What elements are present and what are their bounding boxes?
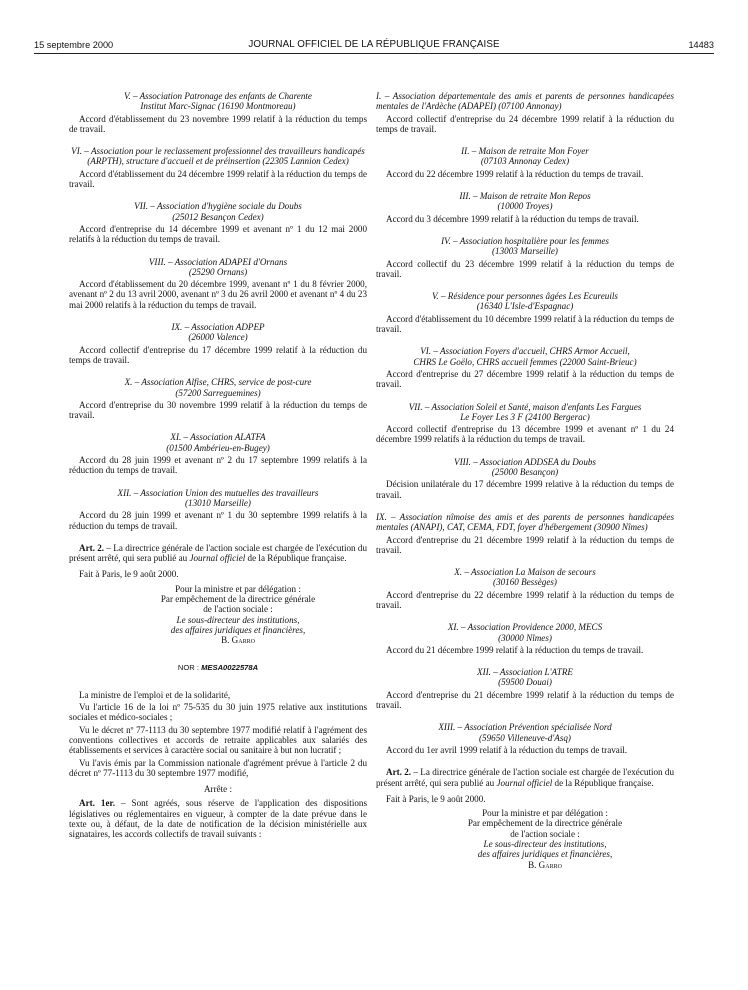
right-art2-text: – La directrice générale de l'action sociale est chargée de l'exécution du présent arrêté, qui sera publié au [376,767,675,788]
right-entry [376,346,674,389]
right-article-2 [376,767,674,788]
preamble-0: La ministre de l'emploi et de la solidarité, [79,689,231,700]
left-sig-line1: Pour la ministre et par délégation : Par empêchement de la directrice générale de l'action sociale : [160,583,316,615]
left-sig-line2: Le sous-directeur des institutions, des affaires juridiques et financières, [170,614,306,635]
left-entry [69,201,367,244]
right-entry-body: Accord collectif d'entreprise du 13 décembre 1999 et avenant nº 1 du 24 décembre 1999 relatifs à la réduction du temps de travail. [376,424,674,445]
left-art2-text: – La directrice générale de l'action sociale est chargée de l'exécution du présent arrêté, qui sera publié au [69,542,368,564]
right-entries [376,91,674,755]
page-header [34,37,714,54]
left-column [69,91,367,842]
right-art2-journal: Journal officiel [496,777,553,788]
article-1 [69,798,367,839]
right-entry [376,91,674,134]
right-entry-title: IV. – Association hospitalière pour les femmes (13003 Marseille) [441,235,609,257]
right-entry-title: I. – Association départementale des amis et parents de personnes handicapées mentales de l'Ardèche (ADAPEI) (07100 Annonay) [376,91,674,112]
right-entry-title: III. – Maison de retraite Mon Repos (10000 Troyes) [459,191,591,212]
preamble-2: Vu le décret nº 77-1113 du 30 septembre 1977 modifié relatif à l'agrément des conventions collectives et accords de retraite applicables aux salariés des établissements et services à caractère social ou sanitaire à but non lucratif ; [69,724,367,756]
right-entry-title: II. – Maison de retraite Mon Foyer (07103 Annonay Cedex) [461,146,589,167]
left-entry-body: Accord d'établissement du 24 décembre 1999 relatif à la réduction du temps de travail. [69,168,367,190]
right-entry-body: Accord du 21 décembre 1999 relatif à la réduction du temps de travail. [386,644,644,655]
left-entry-body: Accord collectif d'entreprise du 17 décembre 1999 relatif à la réduction du temps de travail. [69,344,367,365]
left-entry [69,257,367,310]
left-entry [69,432,367,475]
header-page-number: 14483 [688,40,714,50]
right-entry-title: VII. – Association Soleil et Santé, maison d'enfants Les Fargues Le Foyer Les 3 F (24100 Bergerac) [408,401,642,422]
left-entry-body: Accord d'établissement du 20 décembre 1999, avenant nº 1 du 8 février 2000, avenant nº 2 du 13 avril 2000, avenant nº 3 du 26 avril 2000 et avenant nº 4 du 23 mai 2000 relatifs à la réduction du temps de travail. [69,279,367,310]
left-art2-end: de la République française. [245,553,347,564]
right-entry-body: Accord collectif d'entreprise du 24 décembre 1999 relatif à la réduction du temps de travail. [376,113,674,134]
left-art2-label: Art. 2. [79,542,105,553]
left-entry-body: Accord d'entreprise du 14 décembre 1999 et avenant nº 1 du 12 mai 2000 relatifs à la réduction du temps de travail. [69,223,367,245]
left-article-2 [69,543,367,564]
right-entry [376,457,674,500]
right-entry [376,146,674,179]
left-entry [69,91,367,134]
arrete-heading: Arrête : [203,784,233,795]
right-entry-body: Accord du 22 décembre 1999 relatif à la réduction du temps de travail. [386,168,644,179]
right-entry [376,191,674,224]
right-entry-title: XI. – Association Providence 2000, MECS (30000 Nîmes) [447,622,603,643]
art1-text: – Sont agréés, sous réserve de l'application des dispositions législatives ou réglementaires en vigueur, à compter de la date prévue dans le texte ou, à défaut, de la date de notification de la décision ministérielle aux signataires, les accords collectifs de travail suivants : [69,798,367,840]
nor-code: MESA0022578A [201,663,259,673]
right-entry-title: V. – Résidence pour personnes âgées Les Ecureuils (16340 L'Isle-d'Espagnac) [432,291,618,312]
left-entry-title: VII. – Association d'hygiène sociale du Doubs (25012 Besançon Cedex) [134,201,302,222]
right-entry-body: Décision unilatérale du 17 décembre 1999 relative à la réduction du temps de travail. [376,479,674,500]
left-entry [69,146,367,189]
left-entry-title: XI. – Association ALATFA (01500 Ambérieu-en-Bugey) [166,432,270,453]
right-entry-body: Accord d'entreprise du 21 décembre 1999 relatif à la réduction du temps de travail. [376,689,674,711]
right-entry [376,512,674,555]
right-entry-title: IX. – Association nîmoise des amis et des parents de personnes handicapées mentales (ANAPI), CAT, CEMA, FDT, foyer d'hébergement (30900 Nîmes) [376,511,674,533]
right-entry [376,667,674,710]
right-entry-body: Accord du 3 décembre 1999 relatif à la réduction du temps de travail. [386,213,639,224]
left-sig-name: B. Garro [221,635,255,646]
right-sig-line2: Le sous-directeur des institutions, des affaires juridiques et financières, [477,839,613,860]
right-entry-body: Accord du 1er avril 1999 relatif à la réduction du temps de travail. [386,744,628,755]
preamble-1: Vu l'article 16 de la loi nº 75-535 du 30 juin 1975 relative aux institutions sociales et médico-sociales ; [69,702,367,723]
header-journal-title: JOURNAL OFFICIEL DE LA RÉPUBLIQUE FRANÇAISE [248,39,500,50]
left-fait-a-paris: Fait à Paris, le 9 août 2000. [79,569,179,580]
right-entry [376,567,674,610]
left-entry-title: VI. – Association pour le reclassement professionnel des travailleurs handicapés (ARPTH), structure d'accueil et de préinsertion (22305 Lannion Cedex) [71,146,365,167]
nor-label: NOR : [177,663,202,673]
right-sig-line1: Pour la ministre et par délégation : Par empêchement de la directrice générale de l'action sociale : [467,808,623,839]
right-entry-body: Accord d'entreprise du 21 décembre 1999 relatif à la réduction du temps de travail. [376,534,674,555]
left-entry-title: VIII. – Association ADAPEI d'Ornans (25290 Ornans) [148,256,288,277]
right-entry-body: Accord collectif du 23 décembre 1999 relatif à la réduction du temps de travail. [376,258,674,279]
right-sig-name: B. Garro [528,859,562,870]
right-entry-title: XIII. – Association Prévention spécialisée Nord (59650 Villeneuve-d'Asq) [438,722,612,743]
left-entry [69,377,367,420]
right-entry [376,622,674,655]
left-entry-body: Accord d'établissement du 23 novembre 1999 relatif à la réduction du temps de travail. [69,113,367,134]
right-entry [376,402,674,445]
left-entry-body: Accord du 28 juin 1999 et avenant nº 2 du 17 septembre 1999 relatifs à la réduction du temps de travail. [69,455,367,476]
right-entry-title: XII. – Association L'ATRE (59500 Douai) [477,667,573,688]
header-date: 15 septembre 2000 [34,40,114,50]
right-signature [416,808,674,870]
left-entry-body: Accord d'entreprise du 30 novembre 1999 relatif à la réduction du temps de travail. [69,399,367,421]
right-entry [376,291,674,334]
right-entry-title: VIII. – Association ADDSEA du Doubs (25000 Besançon) [454,456,596,478]
right-art2-end: de la République française. [552,777,654,788]
right-entry-body: Accord d'entreprise du 27 décembre 1999 relatif à la réduction du temps de travail. [376,368,674,390]
right-art2-label: Art. 2. [386,767,412,778]
nor-reference [69,663,367,673]
right-entry-title: X. – Association La Maison de secours (30160 Bessèges) [454,567,596,588]
right-entry-body: Accord d'établissement du 10 décembre 1999 relatif à la réduction du temps de travail. [376,313,674,335]
left-entry-title: XII. – Association Union des mutuelles des travailleurs (13010 Marseille) [117,487,319,508]
left-entries [69,91,367,531]
left-entry-title: IX. – Association ADPEP (26000 Valence) [171,322,265,343]
right-entry [376,722,674,755]
left-signature [109,584,367,646]
right-entry-body: Accord d'entreprise du 22 décembre 1999 relatif à la réduction du temps de travail. [376,589,674,610]
left-entry-title: V. – Association Patronage des enfants de Charente Institut Marc-Signac (16190 Montmoreau) [124,91,312,112]
right-entry [376,236,674,279]
left-entry-title: X. – Association Alfise, CHRS, service de post-cure (57200 Sarreguemines) [124,377,312,398]
left-entry-body: Accord du 28 juin 1999 et avenant nº 1 du 30 septembre 1999 relatifs à la réduction du temps de travail. [69,510,367,531]
right-column [376,91,674,870]
art1-label: Art. 1er. [79,798,115,809]
right-entry-title: VI. – Association Foyers d'accueil, CHRS Armor Accueil, CHRS Le Goëlo, CHRS accueil femmes (22000 Saint-Brieuc) [413,346,637,367]
preamble-3: Vu l'avis émis par la Commission nationale d'agrément prévue à l'article 2 du décret nº 77-1113 du 30 septembre 1977 modifié, [69,757,367,778]
left-art2-journal: Journal officiel [189,553,246,564]
left-entry [69,322,367,365]
right-fait-a-paris: Fait à Paris, le 9 août 2000. [386,793,486,804]
left-entry [69,488,367,531]
